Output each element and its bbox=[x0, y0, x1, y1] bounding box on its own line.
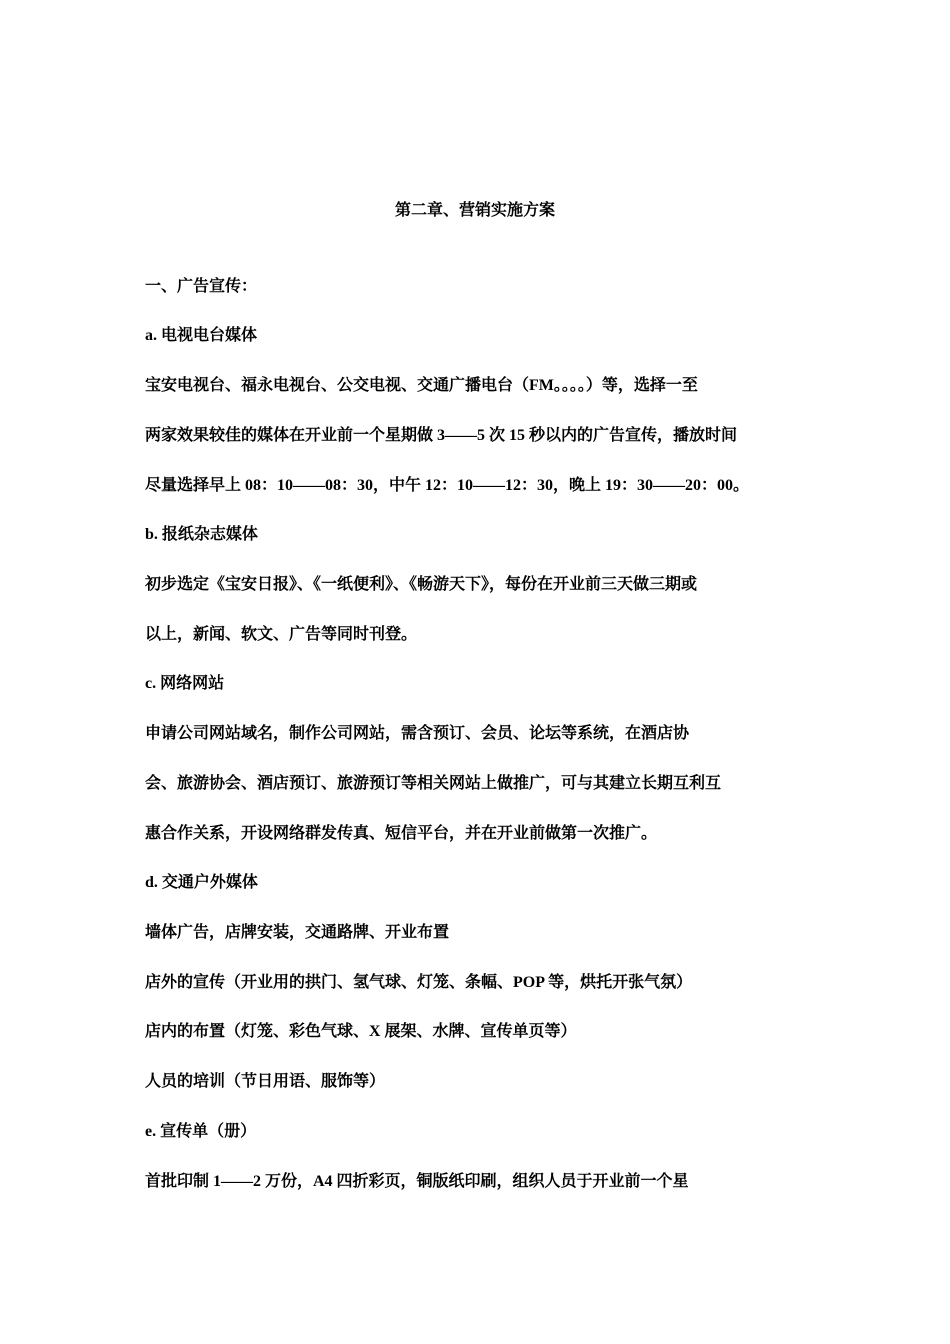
paragraph-line: 店外的宣传（开业用的拱门、氢气球、灯笼、条幅、POP 等，烘托开张气氛） bbox=[145, 974, 693, 991]
subheading-flyer: e. 宣传单（册） bbox=[145, 1123, 257, 1140]
paragraph-line: 尽量选择早上 08：10——08：30，中午 12：10——12：30，晚上 19：30——20：00。 bbox=[145, 477, 750, 494]
subheading-tv-radio: a. 电视电台媒体 bbox=[145, 327, 258, 344]
paragraph-line: 人员的培训（节日用语、服饰等） bbox=[145, 1073, 386, 1090]
paragraph-line: 以上，新闻、软文、广告等同时刊登。 bbox=[145, 626, 418, 643]
paragraph-line: 惠合作关系，开设网络群发传真、短信平台，并在开业前做第一次推广。 bbox=[145, 825, 658, 842]
paragraph-line: 申请公司网站域名，制作公司网站，需含预订、会员、论坛等系统，在酒店协 bbox=[145, 725, 690, 742]
paragraph-line: 宝安电视台、福永电视台、公交电视、交通广播电台（FM。。。。）等，选择一至 bbox=[145, 377, 698, 394]
paragraph-line: 初步选定《宝安日报》、《一纸便利》、《畅游天下》，每份在开业前三天做三期或 bbox=[145, 576, 698, 593]
subheading-newspaper: b. 报纸杂志媒体 bbox=[145, 526, 258, 543]
paragraph-line: 会、旅游协会、酒店预订、旅游预订等相关网站上做推广，可与其建立长期互利互 bbox=[145, 775, 722, 792]
paragraph-line: 墙体广告，店牌安装，交通路牌、开业布置 bbox=[145, 924, 450, 941]
paragraph-line: 两家效果较佳的媒体在开业前一个星期做 3——5 次 15 秒以内的广告宣传，播放时间 bbox=[145, 427, 738, 444]
chapter-title: 第二章、营销实施方案 bbox=[394, 202, 555, 219]
subheading-website: c. 网络网站 bbox=[145, 675, 225, 692]
subheading-outdoor: d. 交通户外媒体 bbox=[145, 874, 258, 891]
paragraph-line: 首批印制 1——2 万份，A4 四折彩页，铜版纸印刷，组织人员于开业前一个星 bbox=[145, 1173, 689, 1190]
section-heading-advertising: 一、广告宣传： bbox=[145, 278, 258, 295]
paragraph-line: 店内的布置（灯笼、彩色气球、X 展架、水牌、宣传单页等） bbox=[145, 1023, 577, 1040]
